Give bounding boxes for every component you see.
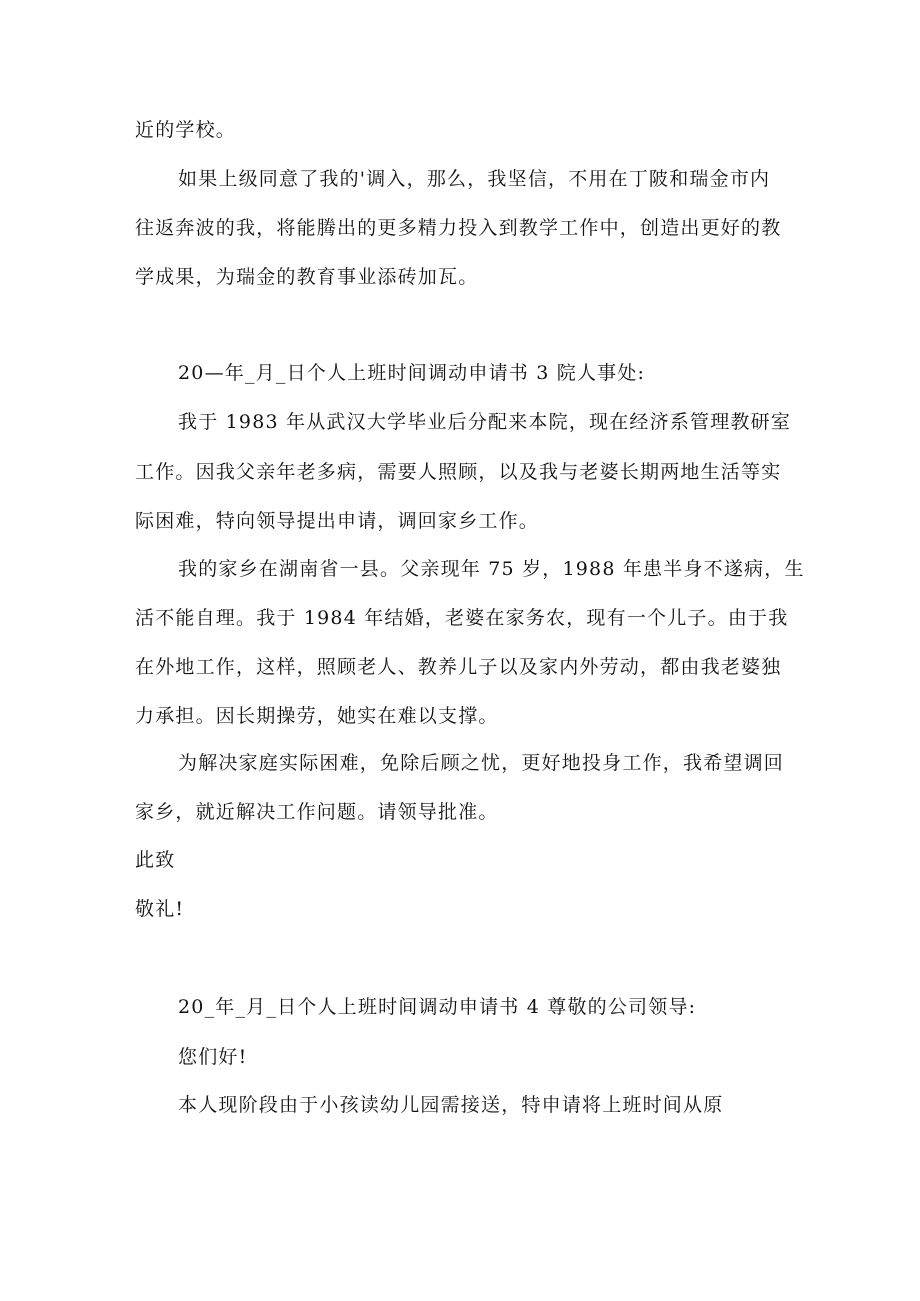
text-line: 际困难，特向领导提出申请，调回家乡工作。: [135, 510, 540, 532]
text-line: 学成果，为瑞金的教育事业添砖加瓦。: [135, 266, 479, 288]
text-line: 为解决家庭实际困难，免除后顾之忧，更好地投身工作，我希望调回: [178, 752, 785, 774]
text-line: 此致: [135, 849, 176, 871]
text-line: 您们好!: [178, 1046, 248, 1068]
text-line: 往返奔波的我，将能腾出的更多精力投入到教学工作中，创造出更好的教: [135, 217, 782, 239]
text-line: 力承担。因长期操劳，她实在难以支撑。: [135, 705, 499, 727]
text-line: 敬礼!: [135, 898, 185, 920]
text-line: 我的家乡在湖南省一县。父亲现年 75 岁，1988 年患半身不遂病，生: [178, 558, 805, 580]
text-line: 工作。因我父亲年老多病，需要人照顾，以及我与老婆长期两地生活等实: [135, 461, 782, 483]
text-line: 20—年_月_日个人上班时间调动申请书 3 院人事处:: [178, 362, 646, 384]
text-line: 近的学校。: [135, 119, 237, 141]
text-line: 我于 1983 年从武汉大学毕业后分配来本院，现在经济系管理教研室: [178, 411, 792, 433]
text-line: 家乡，就近解决工作问题。请领导批准。: [135, 801, 499, 823]
text-line: 20_年_月_日个人上班时间调动申请书 4 尊敬的公司领导:: [178, 996, 697, 1018]
text-line: 本人现阶段由于小孩读幼儿园需接送，特申请将上班时间从原: [178, 1094, 724, 1116]
text-line: 如果上级同意了我的'调入，那么，我坚信，不用在丁陂和瑞金市内: [178, 168, 771, 190]
text-line: 在外地工作，这样，照顾老人、教养儿子以及家内外劳动，都由我老婆独: [135, 656, 782, 678]
text-line: 活不能自理。我于 1984 年结婚，老婆在家务农，现有一个儿子。由于我: [135, 607, 789, 629]
